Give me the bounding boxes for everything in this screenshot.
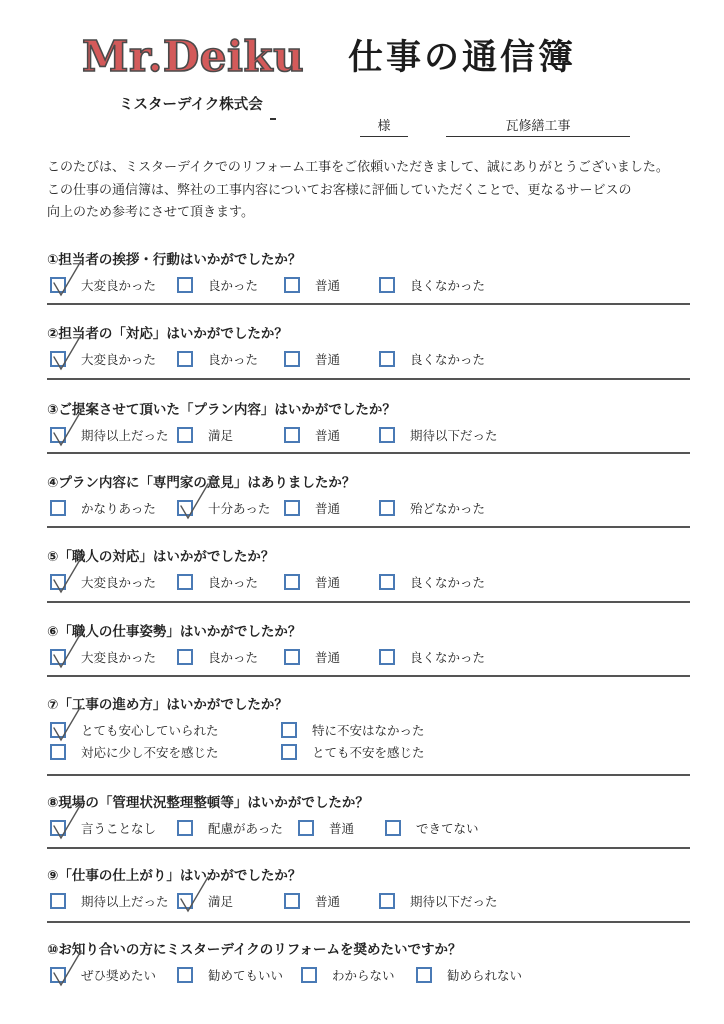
answer-option[interactable] <box>379 349 485 369</box>
option-label: とても不安を感じた <box>312 745 425 760</box>
company-name: ミスターデイク株式会 <box>119 97 263 113</box>
answer-option[interactable] <box>379 891 498 911</box>
checkbox[interactable] <box>50 351 66 367</box>
option-label: 良くなかった <box>410 278 486 293</box>
section-divider <box>47 847 690 849</box>
answer-option[interactable] <box>284 572 340 592</box>
option-label: 良くなかった <box>410 650 486 665</box>
answer-option[interactable] <box>50 891 169 911</box>
answer-option[interactable] <box>50 647 156 667</box>
section-divider <box>47 452 690 454</box>
answer-option[interactable] <box>50 818 156 838</box>
option-label: できてない <box>416 821 479 836</box>
option-label: 言うことなし <box>81 821 157 836</box>
checkbox[interactable] <box>385 820 401 836</box>
company-logo: Mr.Deiku <box>82 32 305 81</box>
answer-option[interactable] <box>177 349 258 369</box>
option-label: 良かった <box>208 278 259 293</box>
question-label: ⑤「職人の対応」はいかがでしたか？ <box>47 549 275 565</box>
checkbox[interactable] <box>416 967 432 983</box>
checkbox[interactable] <box>284 649 300 665</box>
checkbox[interactable] <box>177 820 193 836</box>
answer-option[interactable] <box>177 818 283 838</box>
checkbox[interactable] <box>298 820 314 836</box>
option-label: 期待以上だった <box>81 428 169 443</box>
answer-option[interactable] <box>284 498 340 518</box>
answer-option[interactable] <box>50 498 156 518</box>
checkbox[interactable] <box>50 744 66 760</box>
checkbox[interactable] <box>284 574 300 590</box>
answer-option[interactable] <box>177 965 283 985</box>
option-label: 良かった <box>208 575 259 590</box>
answer-option[interactable] <box>379 647 485 667</box>
document-title: 仕事の通信簿 <box>348 38 577 78</box>
section-divider <box>47 675 690 677</box>
answer-option[interactable] <box>385 818 479 838</box>
work-name: 瓦修繕工事 <box>446 118 630 137</box>
answer-option[interactable] <box>298 818 354 838</box>
answer-option[interactable] <box>177 425 233 445</box>
answer-option[interactable] <box>284 349 340 369</box>
answer-option[interactable] <box>50 720 219 740</box>
answer-option[interactable] <box>50 742 219 762</box>
option-label: 期待以上だった <box>81 894 169 909</box>
answer-option[interactable] <box>416 965 522 985</box>
checkbox[interactable] <box>284 893 300 909</box>
question-label: ⑦「工事の進め方」はいかがでしたか？ <box>47 697 288 713</box>
checkbox[interactable] <box>379 893 395 909</box>
option-label: 大変良かった <box>81 575 157 590</box>
question-label: ①担当者の挨拶・行動はいかがでしたか？ <box>47 252 302 268</box>
answer-option[interactable] <box>50 425 169 445</box>
option-label: 大変良かった <box>81 352 157 367</box>
option-label: 普通 <box>315 428 341 443</box>
option-label: 普通 <box>315 575 341 590</box>
checkbox[interactable] <box>177 649 193 665</box>
option-label: わからない <box>332 968 395 983</box>
checkbox[interactable] <box>50 722 66 738</box>
section-divider <box>47 774 690 776</box>
checkbox[interactable] <box>50 820 66 836</box>
checkbox[interactable] <box>50 500 66 516</box>
option-label: 普通 <box>315 278 341 293</box>
question-label: ⑩お知り合いの方にミスターデイクのリフォームを奨めたいですか？ <box>47 942 462 958</box>
checkbox[interactable] <box>379 351 395 367</box>
intro-text <box>47 157 687 225</box>
option-label: 大変良かった <box>81 278 157 293</box>
answer-option[interactable] <box>281 720 425 740</box>
answer-option[interactable] <box>281 742 425 762</box>
option-label: 普通 <box>329 821 355 836</box>
option-label: 殆どなかった <box>410 501 486 516</box>
question-label: ⑧現場の「管理状況整理整頓等」はいかがでしたか？ <box>47 795 369 811</box>
option-label: 普通 <box>315 894 341 909</box>
section-divider <box>47 378 690 380</box>
option-label: 良くなかった <box>410 575 486 590</box>
answer-option[interactable] <box>301 965 395 985</box>
option-label: 普通 <box>315 650 341 665</box>
option-label: 勧められない <box>447 968 523 983</box>
option-label: 良かった <box>208 352 259 367</box>
option-label: 良くなかった <box>410 352 486 367</box>
answer-option[interactable] <box>177 647 258 667</box>
checkbox[interactable] <box>50 649 66 665</box>
intro-line: 向上のため参考にさせて頂きます。 <box>47 205 254 220</box>
option-label: 大変良かった <box>81 650 157 665</box>
answer-option[interactable] <box>177 275 258 295</box>
option-label: 満足 <box>208 894 234 909</box>
answer-option[interactable] <box>284 647 340 667</box>
checkbox[interactable] <box>177 967 193 983</box>
checkbox[interactable] <box>177 893 193 909</box>
checkbox[interactable] <box>284 351 300 367</box>
option-label: 十分あった <box>208 501 271 516</box>
option-label: 期待以下だった <box>410 894 498 909</box>
checkbox[interactable] <box>177 500 193 516</box>
checkbox[interactable] <box>177 277 193 293</box>
salutation: 様 <box>360 118 408 137</box>
answer-option[interactable] <box>50 572 156 592</box>
option-label: 満足 <box>208 428 234 443</box>
option-label: 対応に少し不安を感じた <box>81 745 219 760</box>
checkbox[interactable] <box>379 427 395 443</box>
section-divider <box>47 303 690 305</box>
answer-option[interactable] <box>379 498 485 518</box>
answer-option[interactable] <box>379 425 498 445</box>
answer-option[interactable] <box>284 891 340 911</box>
checkbox[interactable] <box>50 893 66 909</box>
answer-option[interactable] <box>177 498 270 518</box>
checkbox[interactable] <box>284 427 300 443</box>
option-label: かなりあった <box>81 501 156 516</box>
option-label: とても安心していられた <box>81 723 219 738</box>
checkbox[interactable] <box>50 574 66 590</box>
answer-option[interactable] <box>50 965 156 985</box>
checkbox[interactable] <box>50 427 66 443</box>
checkbox[interactable] <box>379 649 395 665</box>
section-divider <box>47 601 690 603</box>
answer-option[interactable] <box>177 891 233 911</box>
checkbox[interactable] <box>284 277 300 293</box>
question-label: ⑨「仕事の仕上がり」はいかがでしたか？ <box>47 868 302 884</box>
intro-line: このたびは、ミスターデイクでのリフォーム工事をご依頼いただきまして、誠にありがとうございました。 <box>47 160 669 175</box>
checkbox[interactable] <box>50 277 66 293</box>
answer-option[interactable] <box>284 425 340 445</box>
customer-name-blank <box>270 118 276 120</box>
checkbox[interactable] <box>281 744 297 760</box>
option-label: 勧めてもいい <box>208 968 284 983</box>
checkbox[interactable] <box>281 722 297 738</box>
option-label: 期待以下だった <box>410 428 498 443</box>
answer-option[interactable] <box>50 349 156 369</box>
checkbox[interactable] <box>50 967 66 983</box>
answer-option[interactable] <box>379 275 485 295</box>
option-label: 特に不安はなかった <box>312 723 425 738</box>
checkbox[interactable] <box>379 277 395 293</box>
option-label: ぜひ奨めたい <box>81 968 157 983</box>
answer-option[interactable] <box>50 275 156 295</box>
answer-option[interactable] <box>379 572 485 592</box>
checkbox[interactable] <box>379 574 395 590</box>
intro-line: この仕事の通信簿は、弊社の工事内容についてお客様に評価していただくことで、更なるサービスの <box>47 182 632 198</box>
section-divider <box>47 526 690 528</box>
checkbox[interactable] <box>284 500 300 516</box>
checkbox[interactable] <box>301 967 317 983</box>
answer-option[interactable] <box>284 275 340 295</box>
section-divider <box>47 921 690 923</box>
question-label: ③ご提案させて頂いた「プラン内容」はいかがでしたか？ <box>47 402 396 418</box>
question-label: ②担当者の「対応」はいかがでしたか？ <box>47 326 288 342</box>
question-label: ④プラン内容に「専門家の意見」はありましたか？ <box>47 475 356 491</box>
question-label: ⑥「職人の仕事姿勢」はいかがでしたか？ <box>47 624 302 640</box>
option-label: 普通 <box>315 501 341 516</box>
option-label: 配慮があった <box>208 821 283 836</box>
checkbox[interactable] <box>177 427 193 443</box>
checkbox[interactable] <box>177 351 193 367</box>
option-label: 良かった <box>208 650 259 665</box>
checkbox[interactable] <box>379 500 395 516</box>
answer-option[interactable] <box>177 572 258 592</box>
option-label: 普通 <box>315 352 341 367</box>
checkbox[interactable] <box>177 574 193 590</box>
